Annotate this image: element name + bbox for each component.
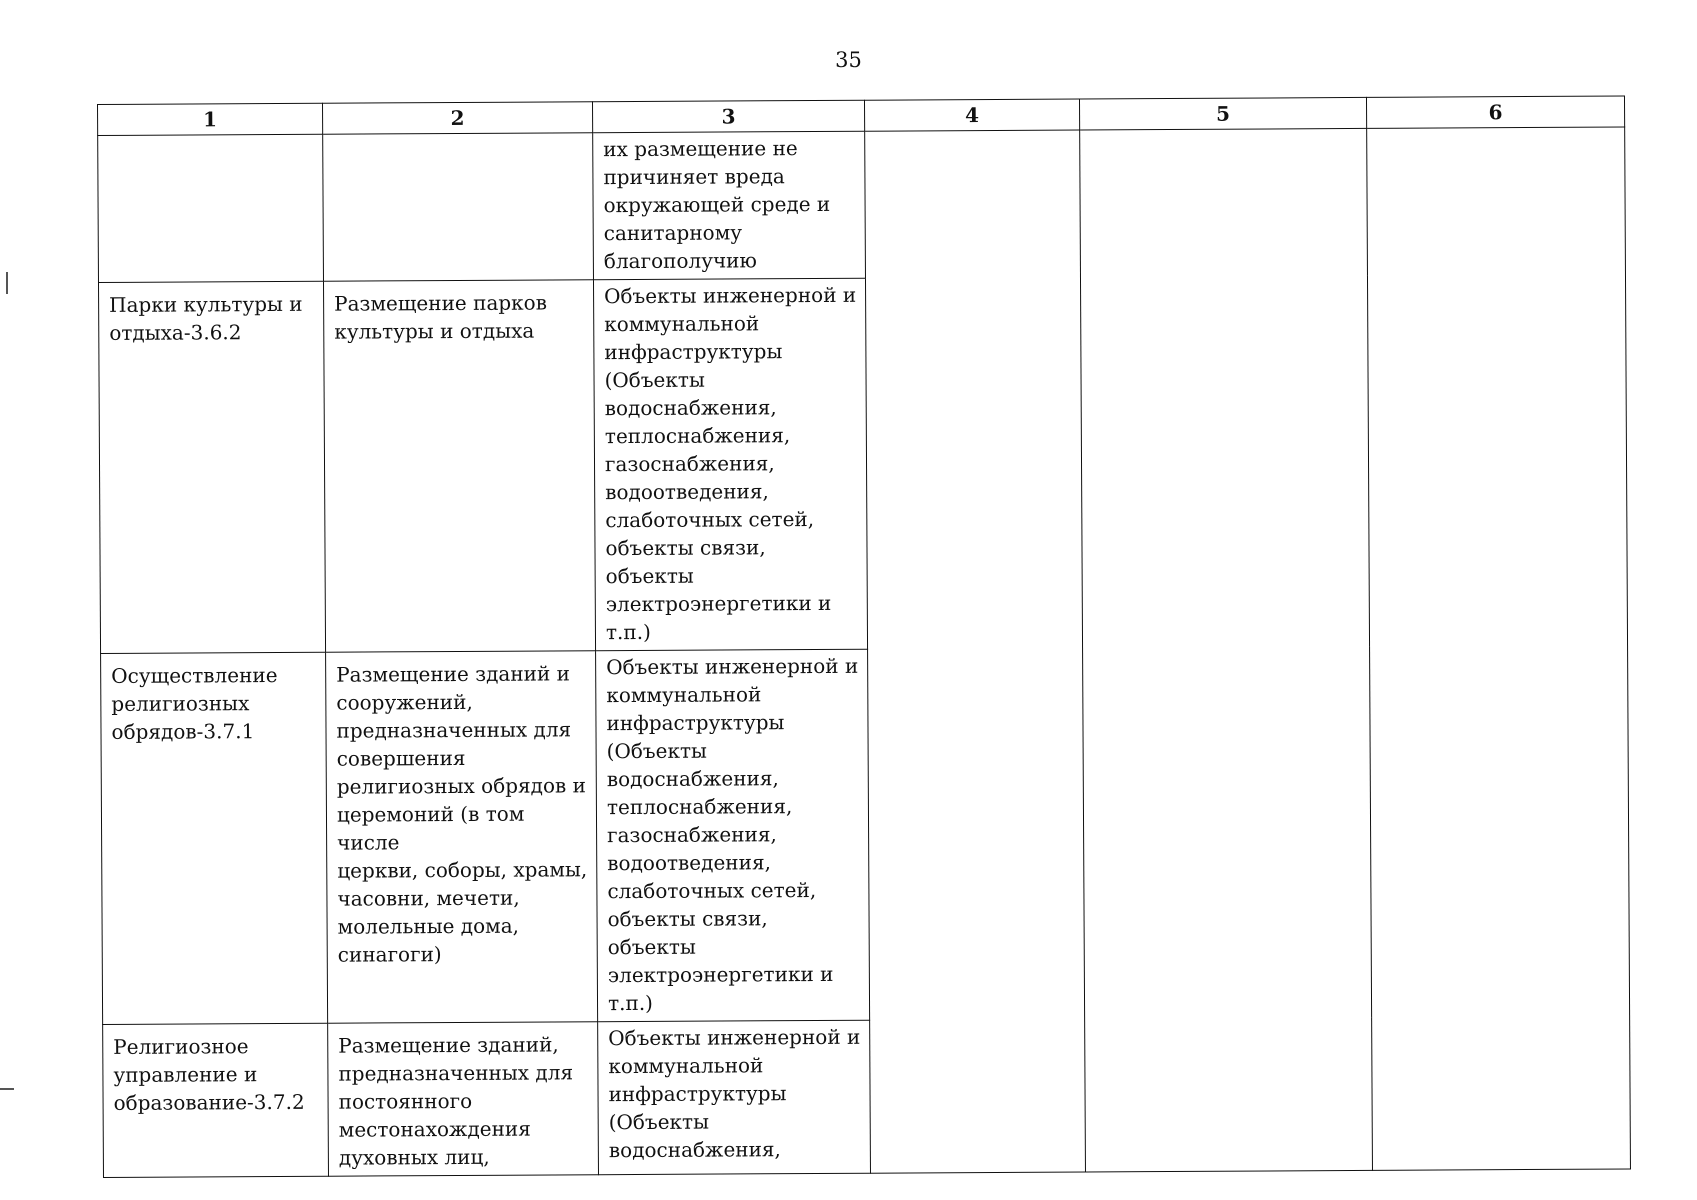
table-cell-empty <box>865 130 1086 1173</box>
column-header-4: 4 <box>864 99 1079 131</box>
zoning-table <box>97 95 1631 1178</box>
table-cell <box>103 1023 329 1177</box>
cell-text: Объекты инженерной и коммунальной инфраструктуры (Объекты водоснабжения, теплоснабжения, газоснабжения, водоотведения, слаботочных сетей, объекты связи, объекты электроэнергетики и т.п.) <box>606 653 859 1016</box>
table-cell <box>328 1022 599 1177</box>
cell-text: их размещение не причиняет вреда окружающей среде и санитарному благополучию <box>603 136 831 274</box>
scan-artifact <box>0 1088 14 1090</box>
table-cell <box>98 281 325 653</box>
table-cell-empty <box>1080 128 1373 1172</box>
table-cell <box>101 652 328 1024</box>
cell-text: Размещение зданий и сооружений, предназначенных для совершения религиозных обрядов и церемоний (в том числе церкви, соборы, храмы, часовни, мечети, молельные дома, синагоги) <box>336 661 588 967</box>
table-row <box>98 127 1626 283</box>
scan-artifact <box>6 272 8 294</box>
column-header-1: 1 <box>98 103 323 135</box>
cell-text: Осуществление религиозных обрядов-3.7.1 <box>111 663 278 744</box>
table-cell <box>593 131 866 280</box>
cell-text: Размещение зданий, предназначенных для постоянного местонахождения духовных лиц, <box>338 1032 574 1170</box>
page-number: 35 <box>835 48 862 72</box>
table-cell <box>598 1020 871 1175</box>
table-cell-empty <box>1367 127 1631 1170</box>
cell-text: Религиозное управление и образование-3.7.2 <box>113 1034 305 1115</box>
cell-text: Размещение парков культуры и отдыха <box>334 290 548 344</box>
column-header-5: 5 <box>1079 97 1366 130</box>
cell-text <box>108 143 314 144</box>
column-header-3: 3 <box>592 100 864 133</box>
cell-text: Парки культуры и отдыха-3.6.2 <box>109 291 303 345</box>
table-cell <box>596 649 870 1022</box>
cell-text: Объекты инженерной и коммунальной инфраструктуры (Объекты водоснабжения, <box>608 1024 861 1163</box>
cell-text <box>333 141 584 142</box>
table-cell <box>98 134 324 282</box>
table-cell <box>326 651 598 1024</box>
table-cell <box>323 133 594 282</box>
table-cell <box>323 280 595 653</box>
column-header-2: 2 <box>322 102 592 135</box>
cell-text: Объекты инженерной и коммунальной инфраструктуры (Объекты водоснабжения, теплоснабжения, газоснабжения, водоотведения, слаботочных сетей, объекты связи, объекты электроэнергетики и т.п.) <box>604 282 857 645</box>
column-header-6: 6 <box>1366 96 1624 128</box>
table-cell <box>593 278 867 651</box>
